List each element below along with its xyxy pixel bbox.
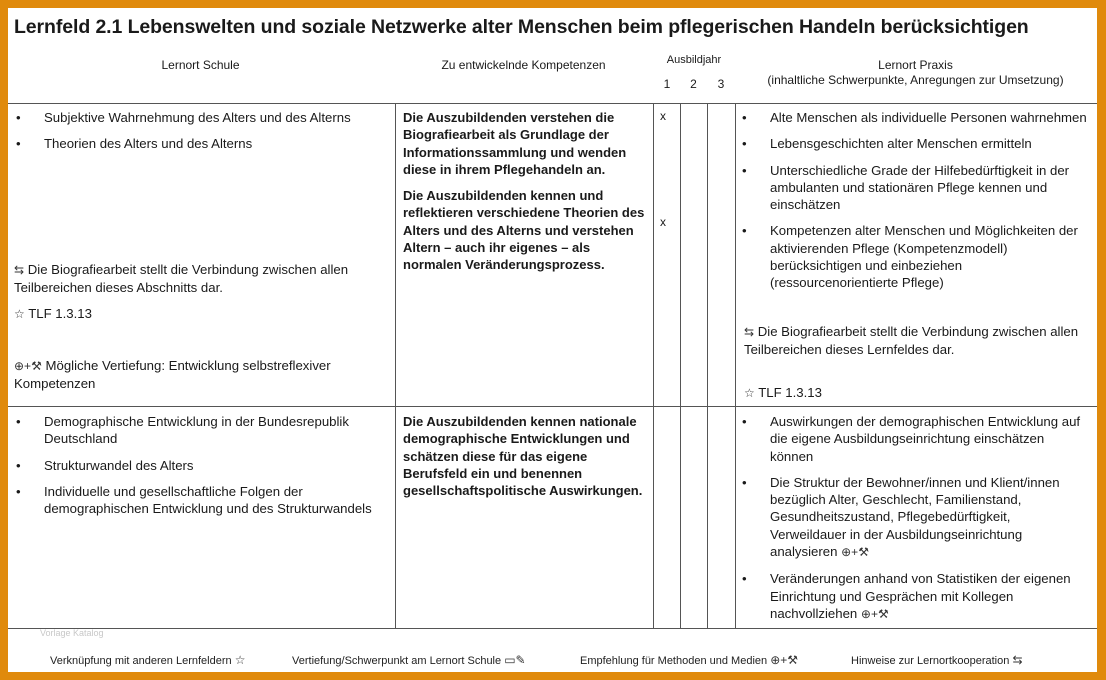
row-divider: [8, 103, 1097, 104]
methods-tools-icon: ⊕+⚒: [860, 606, 889, 621]
list-item: • Strukturwandel des Alters: [12, 457, 388, 474]
header-year-3: 3: [717, 77, 725, 91]
list-item: • Theorien des Alters und des Alterns: [12, 135, 388, 152]
list-item: • Alte Menschen als individuelle Personen wahrnehmen: [738, 109, 1090, 126]
row2-kompetenzen-cell: [403, 413, 646, 508]
list-item: • Die Struktur der Bewohner/innen und Klient/innen bezüglich Alter, Geschlecht, Familienstand, Gesundheitszustand, Pflegebedürftigkeit, Verweildauer in der Ausbildungseinrichtung analysieren ⊕+⚒: [738, 474, 1090, 561]
list-item: • Individuelle und gesellschaftliche Folgen der demographischen Entwicklung und des Strukturwandels: [12, 483, 388, 518]
column-divider: [707, 103, 708, 628]
list-item: • Demographische Entwicklung in der Bundesrepublik Deutschland: [12, 413, 388, 448]
star-icon: ☆: [14, 307, 25, 321]
row1-schule-link-note: ⇆ Die Biografiearbeit stellt die Verbindung zwischen allen Teilbereichen dieses Abschnitts dar.: [14, 262, 349, 296]
list-item: • Lebensgeschichten alter Menschen ermitteln: [738, 135, 1090, 152]
link-arrows-icon: ⇆: [1012, 653, 1023, 667]
list-item: • Veränderungen anhand von Statistiken der eigenen Einrichtung und Gesprächen mit Kollegen nachvollziehen ⊕+⚒: [738, 570, 1090, 623]
competence-text: Die Auszubildenden kennen nationale demographische Entwicklungen und schätzen diese für das eigene Berufsfeld ein und benennen gesellschaftspolitische Auswirkungen.: [403, 414, 643, 499]
page-title: Lernfeld 2.1 Lebenswelten und soziale Netzwerke alter Menschen beim pflegerischen Handeln berücksichtigen: [14, 16, 1029, 38]
legend-empfehlung: Empfehlung für Methoden und Medien ⊕+⚒: [580, 653, 799, 667]
header-year-1: 1: [663, 77, 671, 91]
list-item: • Kompetenzen alter Menschen und Möglichkeiten der aktivierenden Pflege (Kompetenzmodell) berücksichtigen und einbeziehen (ressourcenorientierte Pflege): [738, 222, 1090, 291]
row1-schule-tlf-note: ☆ TLF 1.3.13: [14, 305, 374, 323]
legend-hinweise: Hinweise zur Lernortkooperation ⇆: [851, 653, 1023, 667]
document-page: [8, 8, 1097, 672]
year-1-mark: x: [660, 109, 666, 123]
star-icon: ☆: [744, 386, 755, 400]
header-ausbildjahr: Ausbildjahr: [666, 54, 722, 66]
list-item: • Auswirkungen der demographischen Entwicklung auf die eigene Ausbildungseinrichtung einschätzen können: [738, 413, 1090, 465]
header-praxis-subtitle: (inhaltliche Schwerpunkte, Anregungen zur Umsetzung): [767, 73, 1064, 87]
competence-text: Die Auszubildenden verstehen die Biografiearbeit als Grundlage der Informationssammlung und wenden diese in ihrem Pflegehandeln an.: [403, 110, 627, 177]
header-lernort-schule: Lernort Schule: [161, 58, 240, 72]
watermark: Vorlage Katalog: [40, 628, 104, 638]
star-icon: ☆: [234, 653, 246, 667]
column-divider: [653, 103, 654, 628]
link-arrows-icon: ⇆: [14, 263, 25, 277]
year-1-mark: x: [660, 215, 666, 229]
row1-praxis-cell: [738, 109, 1090, 301]
row1-schule-cell: [12, 109, 388, 162]
row1-praxis-link-note: ⇆ Die Biografiearbeit stellt die Verbindung zwischen allen Teilbereichen dieses Lernfeldes dar.: [744, 324, 1079, 358]
list-item: • Unterschiedliche Grade der Hilfebedürftigkeit in der ambulanten und stationären Pflege kennen und einschätzen: [738, 162, 1090, 214]
book-icon: ▭✎: [504, 653, 526, 667]
methods-tools-icon: ⊕+⚒: [770, 653, 799, 667]
competence-text: Die Auszubildenden kennen und reflektieren verschiedene Theorien des Alters und des Alterns und verstehen Altern – auch ihr eigenes – als normalen Veränderungsprozess.: [403, 188, 645, 273]
column-divider: [395, 103, 396, 628]
methods-tools-icon: ⊕+⚒: [841, 545, 869, 560]
row2-praxis-cell: [738, 413, 1090, 632]
methods-tools-icon: ⊕+⚒: [14, 359, 42, 373]
list-item: • Subjektive Wahrnehmung des Alters und des Alterns: [12, 109, 388, 126]
column-divider: [680, 103, 681, 628]
column-divider: [735, 103, 736, 628]
row2-schule-cell: [12, 413, 388, 526]
legend-vertiefung: Vertiefung/Schwerpunkt am Lernort Schule ▭✎: [292, 653, 526, 667]
header-kompetenzen: Zu entwickelnde Kompetenzen: [441, 58, 606, 72]
row1-kompetenzen-cell: [403, 109, 646, 283]
row1-praxis-tlf-note: ☆ TLF 1.3.13: [744, 384, 1090, 402]
header-lernort-praxis: Lernort Praxis: [878, 58, 953, 72]
header-year-2: 2: [690, 77, 697, 91]
link-arrows-icon: ⇆: [744, 325, 755, 339]
legend-verknuepfung: Verknüpfung mit anderen Lernfeldern ☆: [50, 653, 246, 667]
row-divider: [8, 406, 1097, 407]
row1-schule-vertiefung-note: ⊕+⚒ Mögliche Vertiefung: Entwicklung selbstreflexiver Kompetenzen: [14, 358, 331, 392]
